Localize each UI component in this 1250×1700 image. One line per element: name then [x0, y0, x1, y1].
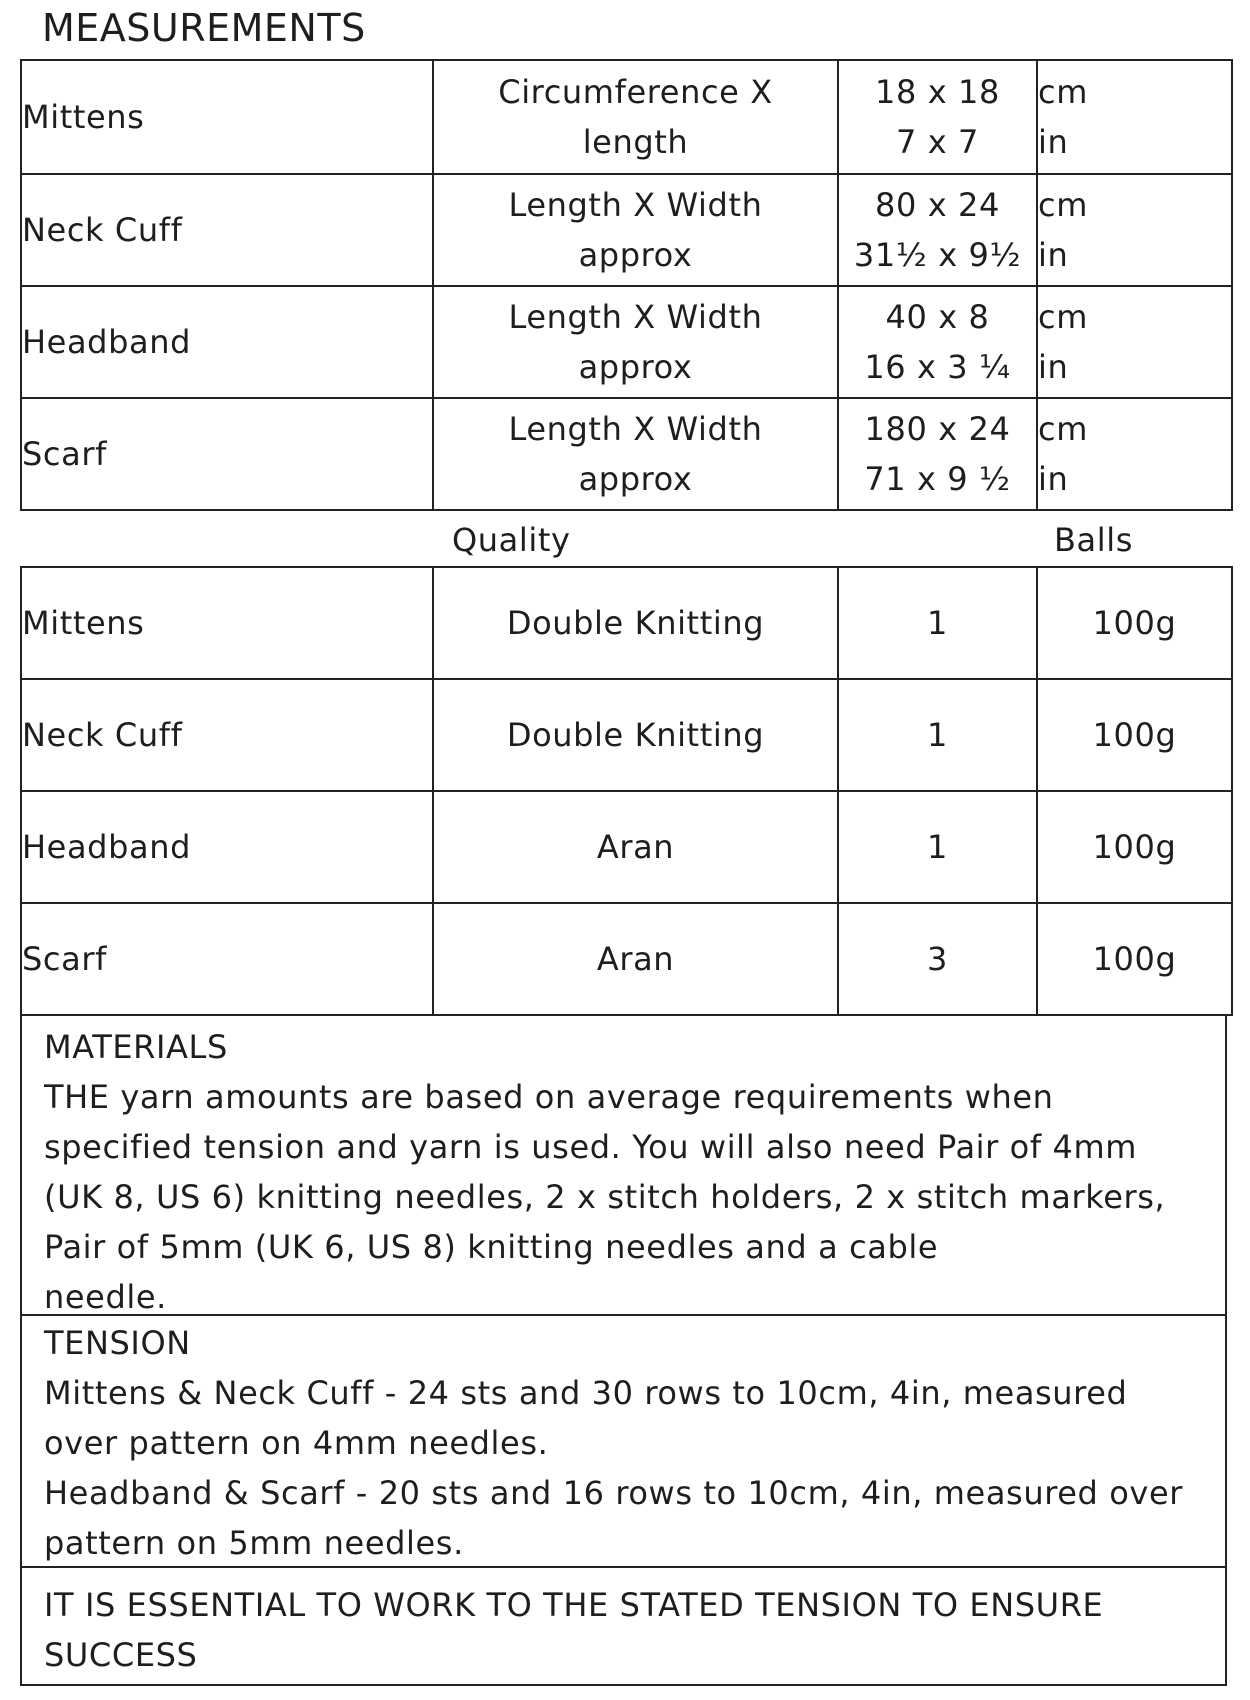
- dimension-label: Length X Width approx: [433, 174, 838, 286]
- ball-count: 3: [838, 903, 1037, 1015]
- item-name: Neck Cuff: [21, 679, 433, 791]
- measurement-value: 180 x 24 71 x 9 ½: [838, 398, 1037, 510]
- text-line: over pattern on 4mm needles.: [44, 1424, 549, 1462]
- page-title: MEASUREMENTS: [42, 6, 366, 50]
- table-row: [21, 791, 1232, 903]
- measurement-unit: cm in: [1037, 174, 1232, 286]
- ball-weight: 100g: [1037, 567, 1232, 679]
- yarn-quality: Aran: [433, 791, 838, 903]
- table-row: [21, 903, 1232, 1015]
- text-line: specified tension and yarn is used. You will also need Pair of 4mm: [44, 1128, 1138, 1166]
- tension-warning: [20, 1568, 1227, 1686]
- table-row: [21, 679, 1232, 791]
- ball-count: 1: [838, 567, 1037, 679]
- item-name: Mittens: [21, 567, 433, 679]
- text-line: pattern on 5mm needles.: [44, 1524, 464, 1562]
- table-row: [21, 286, 1232, 398]
- table-row: [21, 398, 1232, 510]
- ball-count: 1: [838, 679, 1037, 791]
- measurement-unit: cm in: [1037, 286, 1232, 398]
- item-name: Headband: [21, 791, 433, 903]
- yarn-column-labels: [0, 515, 1250, 565]
- yarn-quality: Aran: [433, 903, 838, 1015]
- text-line: (UK 8, US 6) knitting needles, 2 x stitch holders, 2 x stitch markers,: [44, 1178, 1166, 1216]
- section-title: MATERIALS: [44, 1028, 228, 1066]
- measurement-unit: cm in: [1037, 398, 1232, 510]
- measurements-table: [20, 59, 1233, 511]
- ball-weight: 100g: [1037, 903, 1232, 1015]
- section-title: TENSION: [44, 1324, 191, 1362]
- balls-label: Balls: [1054, 521, 1134, 559]
- item-name: Neck Cuff: [21, 174, 433, 286]
- table-row: [21, 60, 1232, 174]
- text-line: Headband & Scarf - 20 sts and 16 rows to 10cm, 4in, measured over: [44, 1474, 1183, 1512]
- item-name: Headband: [21, 286, 433, 398]
- dimension-label: Circumference X length: [433, 60, 838, 174]
- tension-section: [20, 1316, 1227, 1568]
- text-line: IT IS ESSENTIAL TO WORK TO THE STATED TENSION TO ENSURE: [44, 1586, 1104, 1624]
- text-line: THE yarn amounts are based on average requirements when: [44, 1078, 1054, 1116]
- measurement-value: 40 x 8 16 x 3 ¼: [838, 286, 1037, 398]
- yarn-quality: Double Knitting: [433, 679, 838, 791]
- ball-weight: 100g: [1037, 679, 1232, 791]
- text-line: Pair of 5mm (UK 6, US 8) knitting needles and a cable: [44, 1228, 939, 1266]
- table-row: [21, 567, 1232, 679]
- measurement-value: 80 x 24 31½ x 9½: [838, 174, 1037, 286]
- item-name: Scarf: [21, 903, 433, 1015]
- materials-section: [20, 1014, 1227, 1316]
- item-name: Scarf: [21, 398, 433, 510]
- quality-label: Quality: [452, 521, 571, 559]
- measurement-unit: cm in: [1037, 60, 1232, 174]
- table-row: [21, 174, 1232, 286]
- item-name: Mittens: [21, 60, 433, 174]
- yarn-quality: Double Knitting: [433, 567, 838, 679]
- dimension-label: Length X Width approx: [433, 398, 838, 510]
- text-line: SUCCESS: [44, 1636, 198, 1674]
- ball-weight: 100g: [1037, 791, 1232, 903]
- measurement-value: 18 x 18 7 x 7: [838, 60, 1037, 174]
- text-line: needle.: [44, 1278, 167, 1316]
- text-line: Mittens & Neck Cuff - 24 sts and 30 rows to 10cm, 4in, measured: [44, 1374, 1128, 1412]
- dimension-label: Length X Width approx: [433, 286, 838, 398]
- yarn-table: [20, 566, 1233, 1016]
- ball-count: 1: [838, 791, 1037, 903]
